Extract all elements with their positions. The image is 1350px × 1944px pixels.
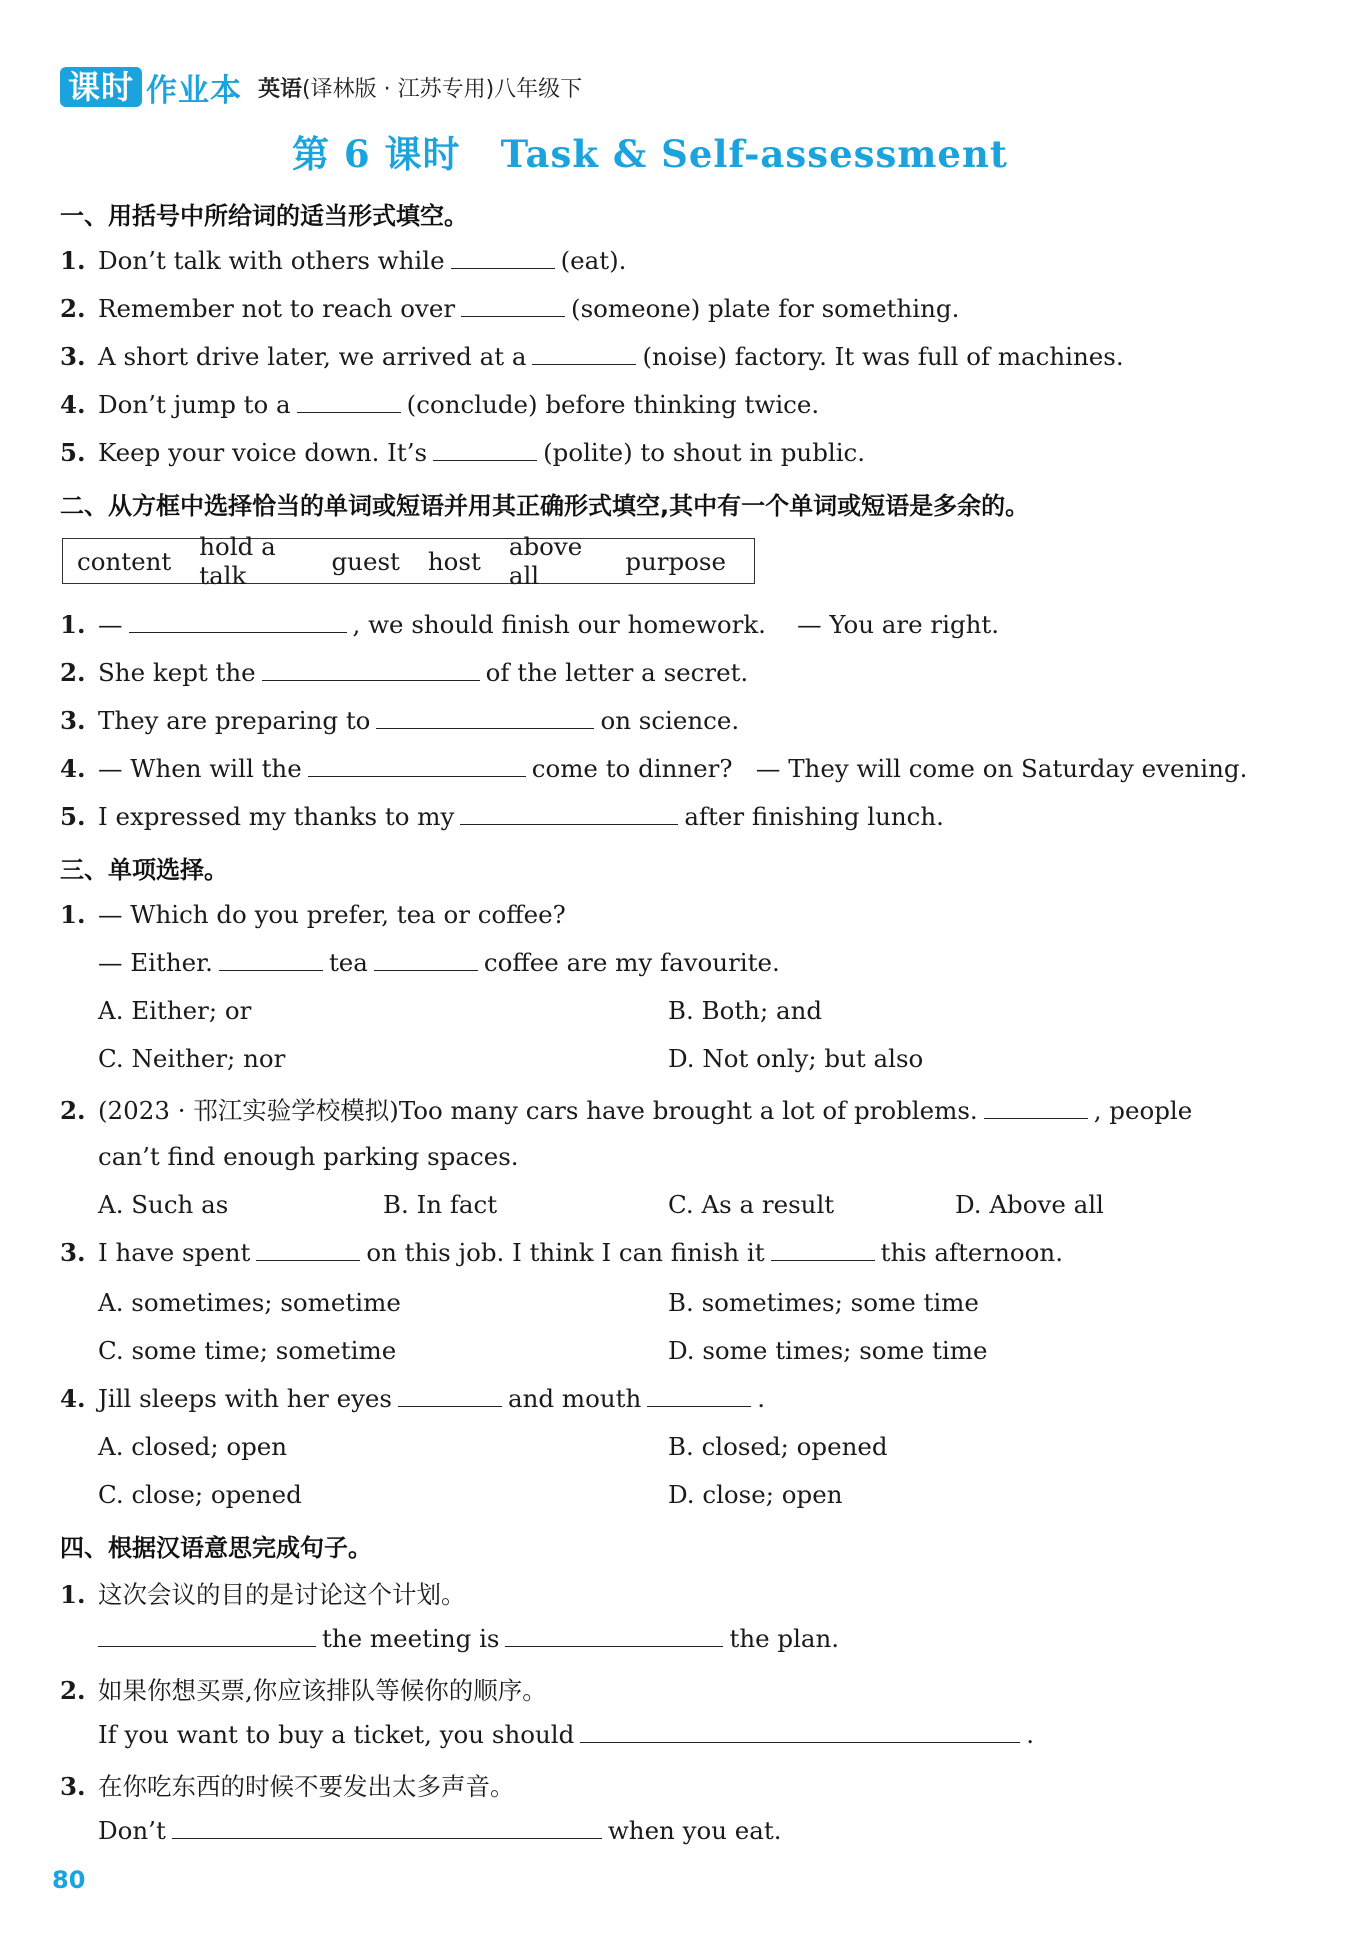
s1-item-1 <box>60 246 626 275</box>
logo-box: 课时 <box>60 67 142 107</box>
s2-item-2 <box>60 658 748 687</box>
option-a[interactable]: A. sometimes; sometime <box>98 1288 401 1317</box>
sentence-text: If you want to buy a ticket, you should <box>98 1720 575 1749</box>
s3-q4 <box>60 1384 765 1413</box>
answer-blank[interactable] <box>647 1386 751 1407</box>
lesson-number: 第 6 课时 <box>292 132 461 176</box>
s4-item-1 <box>60 1576 466 1611</box>
item-text: on science. <box>600 706 740 735</box>
item-number: 1. <box>60 900 86 929</box>
answer-blank[interactable] <box>374 950 478 971</box>
chinese-prompt: 在你吃东西的时候不要发出太多声音。 <box>98 1772 515 1801</box>
lesson-title <box>0 124 1300 178</box>
item-number: 5. <box>60 802 86 831</box>
option-b[interactable]: B. In fact <box>383 1190 498 1219</box>
question-text: on this job. I think I can finish it <box>366 1238 765 1267</box>
option-b[interactable]: B. closed; opened <box>668 1432 888 1461</box>
question-text: coffee are my favourite. <box>483 948 780 977</box>
page-number: 80 <box>52 1866 86 1894</box>
item-text: (someone) plate for something. <box>571 294 960 323</box>
item-number: 2. <box>60 294 86 323</box>
option-c[interactable]: C. As a result <box>668 1190 835 1219</box>
item-number: 5. <box>60 438 86 467</box>
answer-blank[interactable] <box>262 660 480 681</box>
item-text: (conclude) before thinking twice. <box>406 390 820 419</box>
item-text: (polite) to shout in public. <box>543 438 866 467</box>
item-number: 4. <box>60 1384 86 1413</box>
answer-blank[interactable] <box>376 708 594 729</box>
item-text: She kept the <box>98 658 256 687</box>
item-text: Don’t talk with others while <box>98 246 445 275</box>
item-text: (noise) factory. It was full of machines. <box>642 342 1124 371</box>
answer-blank[interactable] <box>984 1098 1088 1119</box>
sentence-text: the meeting is <box>322 1624 500 1653</box>
item-number: 2. <box>60 1676 86 1705</box>
item-text: of the letter a secret. <box>485 658 749 687</box>
question-text: and mouth <box>507 1384 642 1413</box>
chinese-prompt: 如果你想买票,你应该排队等候你的顺序。 <box>98 1676 547 1705</box>
item-number: 1. <box>60 1580 86 1609</box>
item-text: They are preparing to <box>98 706 371 735</box>
answer-blank[interactable] <box>308 756 526 777</box>
item-number: 3. <box>60 1772 86 1801</box>
question-text: Jill sleeps with her eyes <box>98 1384 392 1413</box>
item-text: (eat). <box>560 246 627 275</box>
s1-item-4 <box>60 390 819 419</box>
section4-title: 四、根据汉语意思完成句子。 <box>60 1534 372 1562</box>
option-c[interactable]: C. some time; sometime <box>98 1336 397 1365</box>
option-d[interactable]: D. close; open <box>668 1480 843 1509</box>
s2-item-1 <box>60 610 999 639</box>
answer-blank[interactable] <box>771 1240 875 1261</box>
s1-item-2 <box>60 294 959 323</box>
item-number: 1. <box>60 246 86 275</box>
s3-q3 <box>60 1238 1063 1267</box>
s1-item-5 <box>60 438 865 467</box>
item-reply: — You are right. <box>797 610 1000 639</box>
answer-blank[interactable] <box>129 612 347 633</box>
word-option: hold a talk <box>199 532 276 590</box>
logo-text: 作业本 <box>146 72 243 109</box>
s3-q2 <box>60 1092 1192 1127</box>
option-a[interactable]: A. Such as <box>98 1190 229 1219</box>
s3-q1-line2 <box>98 948 780 977</box>
option-d[interactable]: D. Above all <box>955 1190 1104 1219</box>
subject-label <box>258 72 582 103</box>
option-a[interactable]: A. closed; open <box>98 1432 288 1461</box>
sentence-text: Don’t <box>98 1816 166 1845</box>
option-d[interactable]: D. some times; some time <box>668 1336 988 1365</box>
item-text: Remember not to reach over <box>98 294 456 323</box>
item-text: come to dinner? <box>531 754 733 783</box>
word-bank <box>62 532 755 590</box>
item-text: after finishing lunch. <box>684 802 944 831</box>
answer-blank[interactable] <box>297 392 401 413</box>
sentence-text: . <box>1026 1720 1035 1749</box>
answer-blank[interactable] <box>451 248 555 269</box>
question-text: this afternoon. <box>880 1238 1063 1267</box>
answer-blank[interactable] <box>256 1240 360 1261</box>
item-number: 3. <box>60 706 86 735</box>
option-d[interactable]: D. Not only; but also <box>668 1044 924 1073</box>
question-text: . <box>757 1384 766 1413</box>
answer-blank[interactable] <box>461 296 565 317</box>
s4-item-2 <box>60 1672 547 1707</box>
word-option: guest <box>331 546 400 576</box>
subject-bold: 英语 <box>258 76 303 102</box>
item-text: Don’t jump to a <box>98 390 291 419</box>
brand-logo <box>60 65 242 110</box>
question-text: — Either. <box>98 948 213 977</box>
subject-edition: (译林版 · 江苏专用)八年级下 <box>302 76 583 102</box>
item-number: 4. <box>60 390 86 419</box>
answer-blank[interactable] <box>172 1818 602 1839</box>
sentence-text: the plan. <box>729 1624 840 1653</box>
option-c[interactable]: C. Neither; nor <box>98 1044 286 1073</box>
answer-blank[interactable] <box>460 804 678 825</box>
question-text: — Which do you prefer, tea or coffee? <box>98 900 566 929</box>
item-text: Keep your voice down. It’s <box>98 438 428 467</box>
item-text: — When will the <box>98 754 302 783</box>
s4-item-2-answer <box>98 1720 1034 1749</box>
s2-item-3 <box>60 706 739 735</box>
s3-q1 <box>60 900 566 929</box>
item-text: A short drive later, we arrived at a <box>98 342 527 371</box>
word-option: content <box>77 546 172 576</box>
answer-blank[interactable] <box>219 950 323 971</box>
section2-title: 二、从方框中选择恰当的单词或短语并用其正确形式填空,其中有一个单词或短语是多余的。 <box>60 492 1030 520</box>
item-reply: — They will come on Saturday evening. <box>755 754 1248 783</box>
option-c[interactable]: C. close; opened <box>98 1480 302 1509</box>
word-option: host <box>427 546 481 576</box>
answer-blank[interactable] <box>532 344 636 365</box>
item-number: 3. <box>60 1238 86 1267</box>
s2-item-4 <box>60 754 1247 783</box>
section3-title: 三、单项选择。 <box>60 856 228 884</box>
chinese-prompt: 这次会议的目的是讨论这个计划。 <box>98 1580 466 1609</box>
answer-blank[interactable] <box>505 1626 723 1647</box>
s4-item-3-answer <box>98 1816 782 1845</box>
option-a[interactable]: A. Either; or <box>98 996 252 1025</box>
option-b[interactable]: B. sometimes; some time <box>668 1288 979 1317</box>
question-text: tea <box>328 948 368 977</box>
option-b[interactable]: B. Both; and <box>668 996 823 1025</box>
s1-item-3 <box>60 342 1124 371</box>
section1-title: 一、用括号中所给词的适当形式填空。 <box>60 202 468 230</box>
item-number: 3. <box>60 342 86 371</box>
s4-item-1-answer <box>98 1624 839 1653</box>
answer-blank[interactable] <box>433 440 537 461</box>
answer-blank[interactable] <box>580 1722 1020 1743</box>
item-text: — <box>98 610 123 639</box>
answer-blank[interactable] <box>398 1386 502 1407</box>
item-number: 2. <box>60 658 86 687</box>
item-number: 1. <box>60 610 86 639</box>
item-text: , we should finish our homework. <box>352 610 766 639</box>
question-text: , people <box>1093 1096 1193 1125</box>
item-number: 2. <box>60 1096 86 1125</box>
word-option: purpose <box>625 546 726 576</box>
item-text: I expressed my thanks to my <box>98 802 455 831</box>
header <box>60 64 582 110</box>
s3-q2-line2: can’t find enough parking spaces. <box>98 1142 519 1171</box>
item-number: 4. <box>60 754 86 783</box>
question-text: I have spent <box>98 1238 251 1267</box>
lesson-topic: Task & Self-assessment <box>500 132 1008 176</box>
s4-item-3 <box>60 1768 515 1803</box>
question-text: (2023 · 邗江实验学校模拟)Too many cars have brought a lot of problems. <box>98 1096 978 1125</box>
answer-blank[interactable] <box>98 1626 316 1647</box>
sentence-text: when you eat. <box>607 1816 782 1845</box>
s2-item-5 <box>60 802 944 831</box>
word-option: above all <box>508 532 583 590</box>
